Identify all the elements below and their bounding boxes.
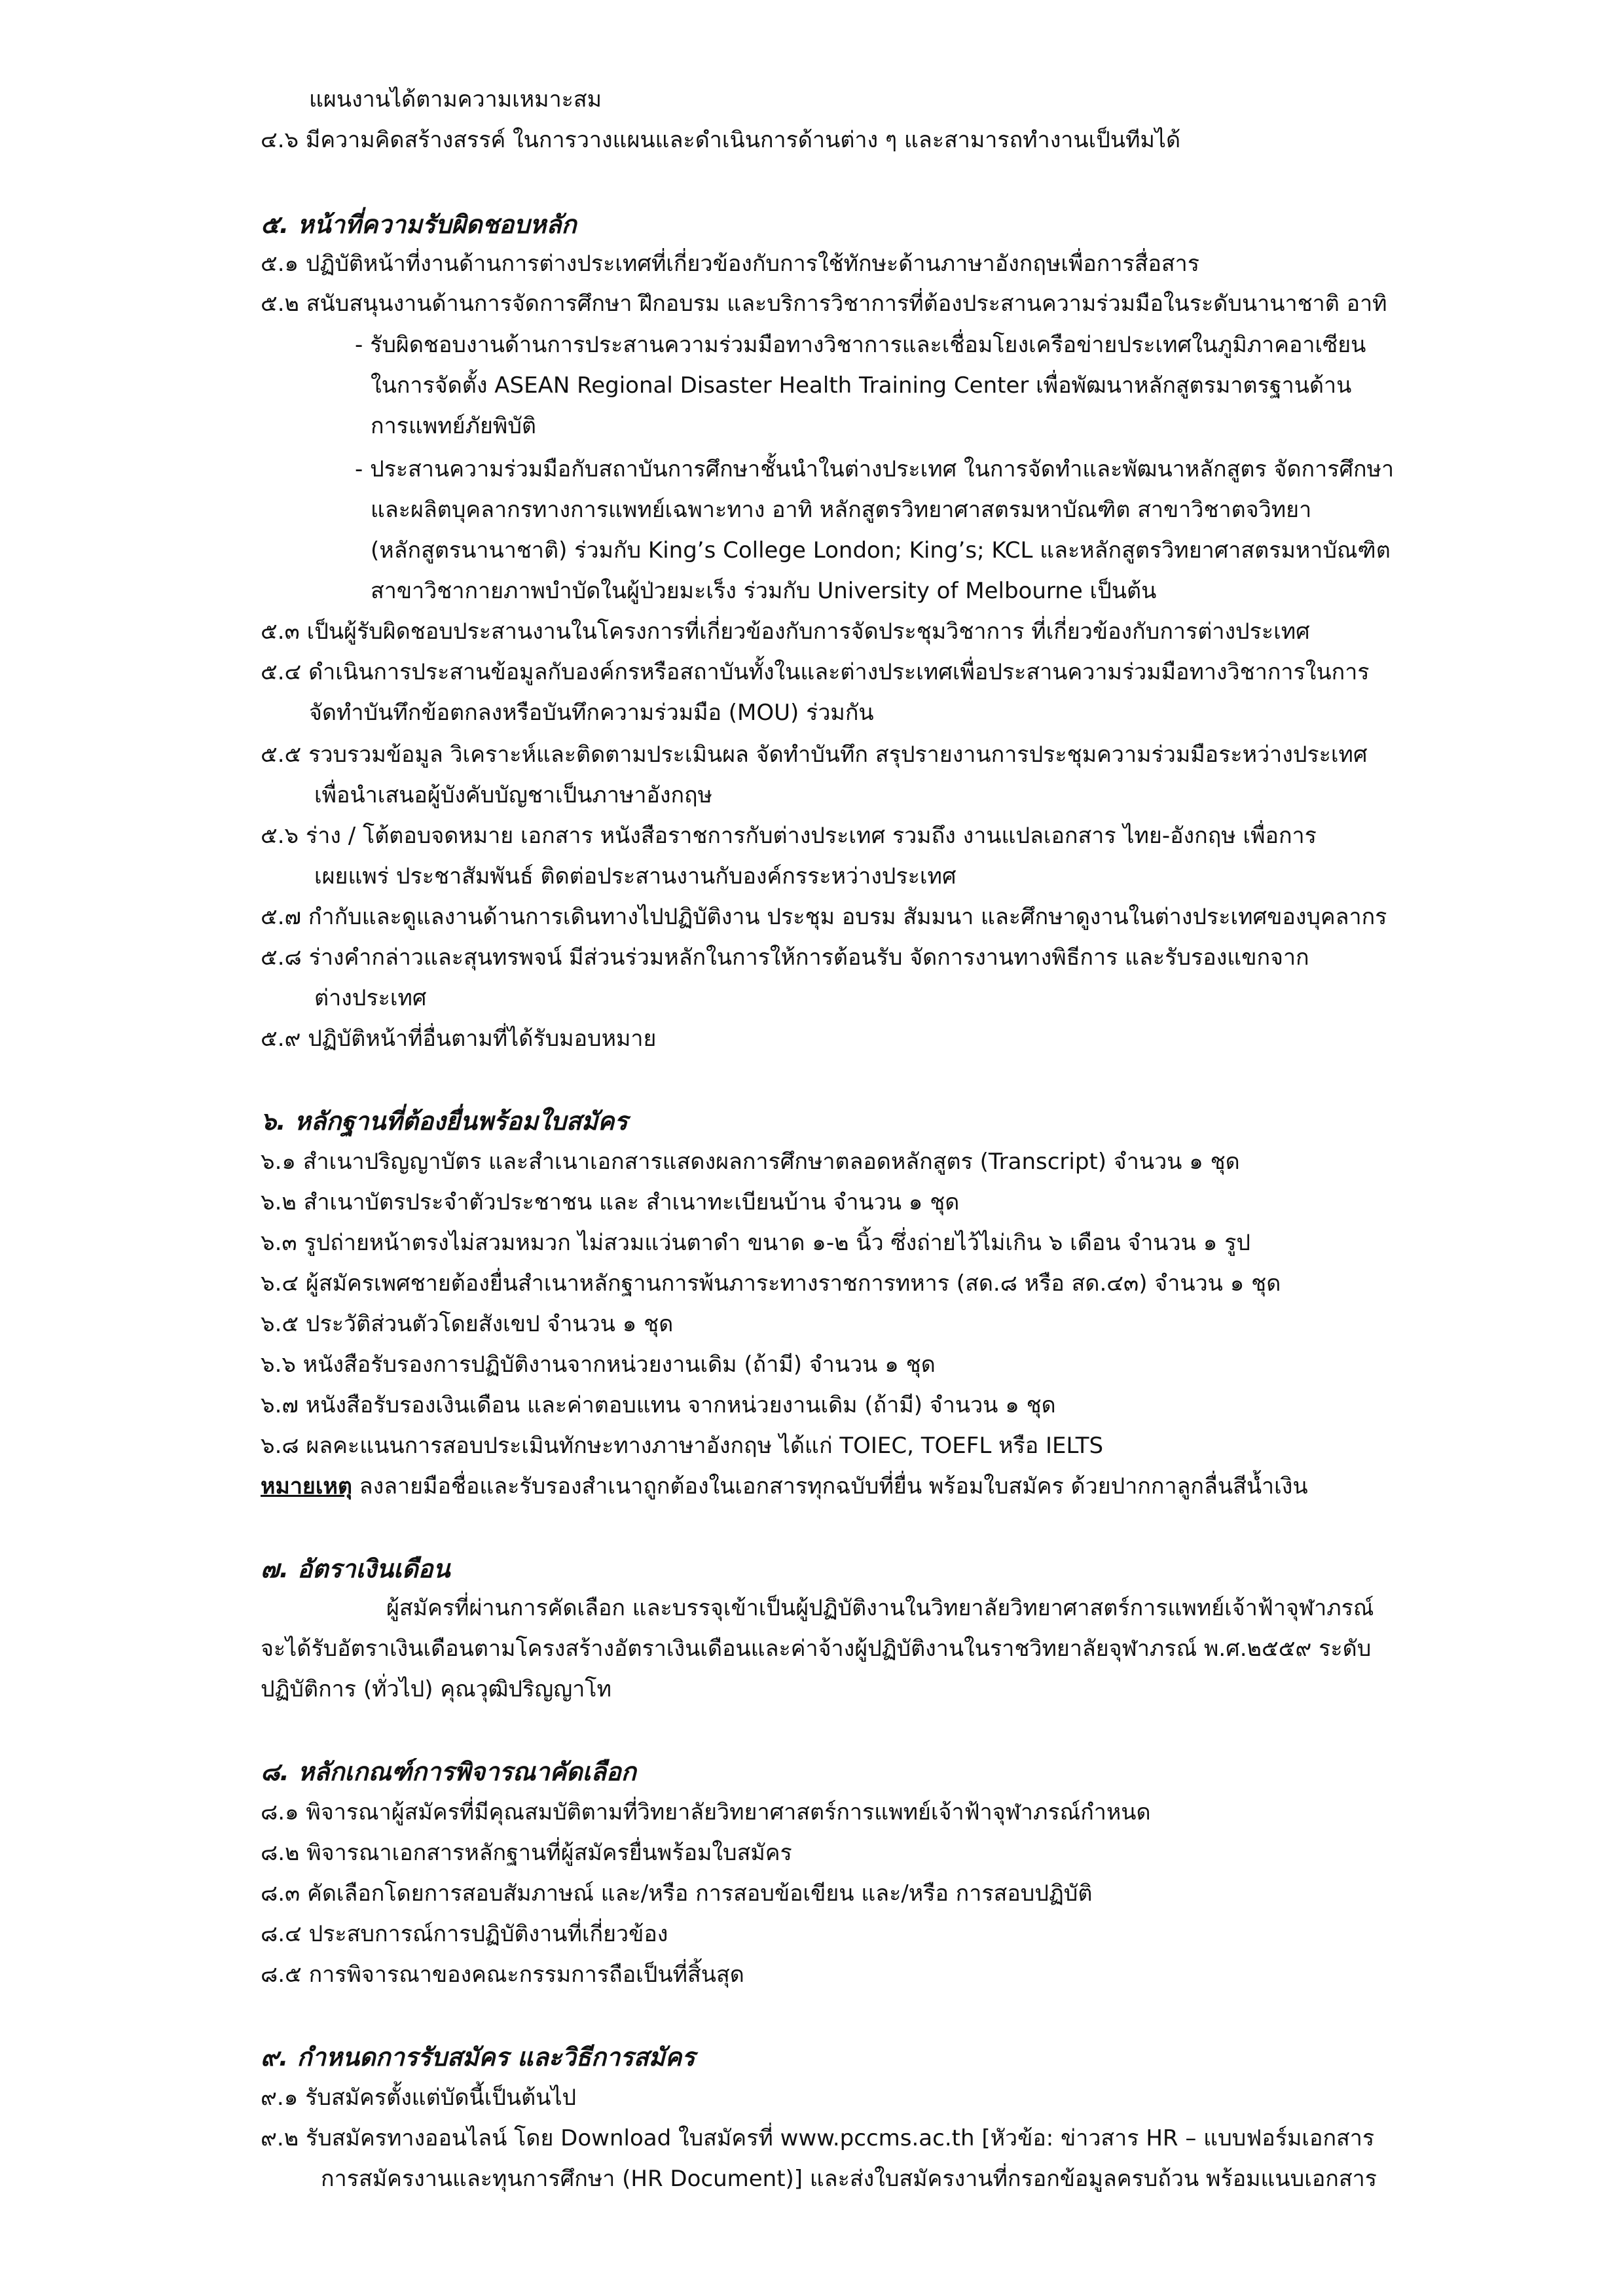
list-item-5-9: ๕.๙ ปฏิบัติหน้าที่อื่นตามที่ได้รับมอบหมาย (261, 1026, 657, 1052)
bullet-5-2-1: - รับผิดชอบงานด้านการประสานความร่วมมือทางวิชาการและเชื่อมโยงเครือข่ายประเทศในภูมิภาคอาเซียน (355, 332, 1366, 358)
list-item-9-1: ๙.๑ รับสมัครตั้งแต่บัดนี้เป็นต้นไป (261, 2085, 577, 2111)
note-label: หมายเหตุ (261, 1473, 352, 1499)
list-item-6-8: ๖.๘ ผลคะแนนการสอบประเมินทักษะทางภาษาอังกฤษ ได้แก่ TOIEC, TOEFL หรือ IELTS (261, 1433, 1104, 1459)
list-item-9-2: ๙.๒ รับสมัครทางออนไลน์ โดย Download ใบสมัครที่ www.pccms.ac.th [หัวข้อ: ข่าวสาร HR – แบบฟอร์มเอกสาร (261, 2125, 1375, 2151)
bullet-5-2-2: - ประสานความร่วมมือกับสถาบันการศึกษาชั้นนำในต่างประเทศ ในการจัดทำและพัฒนาหลักสูตร จัดการศึกษา (355, 456, 1395, 482)
list-item-8-5: ๘.๕ การพิจารณาของคณะกรรมการถือเป็นที่สิ้นสุด (261, 1962, 744, 1988)
list-item-5-8: ๕.๘ ร่างคำกล่าวและสุนทรพจน์ มีส่วนร่วมหลักในการให้การต้อนรับ จัดการงานทางพิธีการ และรับรองแขกจาก (261, 944, 1309, 971)
bullet-5-2-1-line3: การแพทย์ภัยพิบัติ (371, 413, 537, 439)
list-item-6-3: ๖.๓ รูปถ่ายหน้าตรงไม่สวมหมวก ไม่สวมแว่นตาดำ ขนาด ๑-๒ นิ้ว ซึ่งถ่ายไว้ไม่เกิน ๖ เดือน จำนวน ๑ รูป (261, 1230, 1250, 1256)
list-item-6-4: ๖.๔ ผู้สมัครเพศชายต้องยื่นสำเนาหลักฐานการพ้นภาระทางราชการทหาร (สด.๘ หรือ สด.๔๓) จำนวน ๑ ชุด (261, 1270, 1281, 1297)
list-item-5-5-line2: เพื่อนำเสนอผู้บังคับบัญชาเป็นภาษาอังกฤษ (314, 782, 713, 808)
list-item-6-5: ๖.๕ ประวัติส่วนตัวโดยสังเขป จำนวน ๑ ชุด (261, 1311, 674, 1337)
list-item-5-4-line2: จัดทำบันทึกข้อตกลงหรือบันทึกความร่วมมือ (MOU) ร่วมกัน (309, 700, 874, 726)
section5-heading: ๕. หน้าที่ความรับผิดชอบหลัก (261, 210, 577, 239)
list-item-6-6: ๖.๖ หนังสือรับรองการปฏิบัติงานจากหน่วยงานเดิม (ถ้ามี) จำนวน ๑ ชุด (261, 1352, 936, 1378)
bullet-5-2-1-line2: ในการจัดตั้ง ASEAN Regional Disaster Health Training Center เพื่อพัฒนาหลักสูตรมาตรฐานด้าน (371, 372, 1352, 399)
note-text: ลงลายมือชื่อและรับรองสำเนาถูกต้องในเอกสารทุกฉบับที่ยื่น พร้อมใบสมัคร ด้วยปากกาลูกลื่นสีน้ำเงิน (359, 1473, 1308, 1499)
list-item-6-2: ๖.๒ สำเนาบัตรประจำตัวประชาชน และ สำเนาทะเบียนบ้าน จำนวน ๑ ชุด (261, 1189, 960, 1215)
salary-paragraph-line3: ปฏิบัติการ (ทั่วไป) คุณวุฒิปริญญาโท (261, 1676, 611, 1702)
list-item-5-1: ๕.๑ ปฏิบัติหน้าที่งานด้านการต่างประเทศที่เกี่ยวข้องกับการใช้ทักษะด้านภาษาอังกฤษเพื่อการสื่อสาร (261, 251, 1199, 277)
list-item-6-1: ๖.๑ สำเนาปริญญาบัตร และสำเนาเอกสารแสดงผลการศึกษาตลอดหลักสูตร (Transcript) จำนวน ๑ ชุด (261, 1149, 1240, 1175)
list-item-5-3: ๕.๓ เป็นผู้รับผิดชอบประสานงานในโครงการที่เกี่ยวข้องกับการจัดประชุมวิชาการ ที่เกี่ยวข้องกับการต่างประเทศ (261, 619, 1310, 645)
bullet-5-2-2-line3: (หลักสูตรนานาชาติ) ร่วมกับ King’s College London; King’s; KCL และหลักสูตรวิทยาศาสตรมหาบัณฑิต (371, 537, 1391, 564)
list-item-9-2-line2: การสมัครงานและทุนการศึกษา (HR Document)] และส่งใบสมัครงานที่กรอกข้อมูลครบถ้วน พร้อมแนบเอกสาร (321, 2166, 1377, 2192)
section9-heading: ๙. กำหนดการรับสมัคร และวิธีการสมัคร (261, 2043, 695, 2072)
list-item-5-5: ๕.๕ รวบรวมข้อมูล วิเคราะห์และติดตามประเมินผล จัดทำบันทึก สรุปรายงานการประชุมความร่วมมือระหว่างประเทศ (261, 742, 1368, 768)
bullet-5-2-2-line4: สาขาวิชากายภาพบำบัดในผู้ป่วยมะเร็ง ร่วมกับ University of Melbourne เป็นต้น (371, 578, 1157, 604)
list-item-8-2: ๘.๒ พิจารณาเอกสารหลักฐานที่ผู้สมัครยื่นพร้อมใบสมัคร (261, 1840, 792, 1866)
section6-heading: ๖. หลักฐานที่ต้องยื่นพร้อมใบสมัคร (261, 1107, 628, 1136)
bullet-5-2-2-line2: และผลิตบุคลากรทางการแพทย์เฉพาะทาง อาทิ หลักสูตรวิทยาศาสตรมหาบัณฑิต สาขาวิชาตจวิทยา (371, 497, 1312, 523)
list-item-4-6: ๔.๖ มีความคิดสร้างสรรค์ ในการวางแผนและดำเนินการด้านต่าง ๆ และสามารถทำงานเป็นทีมได้ (261, 127, 1181, 153)
note-line (261, 1473, 1308, 1499)
list-item-8-4: ๘.๔ ประสบการณ์การปฏิบัติงานที่เกี่ยวข้อง (261, 1921, 668, 1947)
section7-heading: ๗. อัตราเงินเดือน (261, 1554, 450, 1583)
list-item-8-3: ๘.๓ คัดเลือกโดยการสอบสัมภาษณ์ และ/หรือ การสอบข้อเขียน และ/หรือ การสอบปฏิบัติ (261, 1880, 1093, 1907)
section8-heading: ๘. หลักเกณฑ์การพิจารณาคัดเลือก (261, 1757, 636, 1786)
list-item-8-1: ๘.๑ พิจารณาผู้สมัครที่มีคุณสมบัติตามที่วิทยาลัยวิทยาศาสตร์การแพทย์เจ้าฟ้าจุฬาภรณ์กำหนด (261, 1799, 1151, 1825)
list-item-5-4: ๕.๔ ดำเนินการประสานข้อมูลกับองค์กรหรือสถาบันทั้งในและต่างประเทศเพื่อประสานความร่วมมือทางวิชาการในการ (261, 659, 1370, 685)
list-item-5-7: ๕.๗ กำกับและดูแลงานด้านการเดินทางไปปฏิบัติงาน ประชุม อบรม สัมมนา และศึกษาดูงานในต่างประเทศของบุคลากร (261, 904, 1387, 930)
list-item-5-8-line2: ต่างประเทศ (314, 985, 427, 1011)
list-item-5-2: ๕.๒ สนับสนุนงานด้านการจัดการศึกษา ฝึกอบรม และบริการวิชาการที่ต้องประสานความร่วมมือในระดับนานาชาติ อาทิ (261, 291, 1387, 317)
list-item-6-7: ๖.๗ หนังสือรับรองเงินเดือน และค่าตอบแทน จากหน่วยงานเดิม (ถ้ามี) จำนวน ๑ ชุด (261, 1392, 1056, 1418)
list-item-5-6-line2: เผยแพร่ ประชาสัมพันธ์ ติดต่อประสานงานกับองค์กรระหว่างประเทศ (314, 863, 957, 889)
section4-continuation: แผนงานได้ตามความเหมาะสม (309, 86, 602, 113)
salary-paragraph-line1: ผู้สมัครที่ผ่านการคัดเลือก และบรรจุเข้าเป็นผู้ปฏิบัติงานในวิทยาลัยวิทยาศาสตร์การแพทย์เจ้าฟ้าจุฬาภรณ์ (386, 1595, 1374, 1621)
salary-paragraph-line2: จะได้รับอัตราเงินเดือนตามโครงสร้างอัตราเงินเดือนและค่าจ้างผู้ปฏิบัติงานในราชวิทยาลัยจุฬาภรณ์ พ.ศ.๒๕๕๙ ระดับ (261, 1636, 1372, 1662)
list-item-5-6: ๕.๖ ร่าง / โต้ตอบจดหมาย เอกสาร หนังสือราชการกับต่างประเทศ รวมถึง งานแปลเอกสาร ไทย-อังกฤษ เพื่อการ (261, 823, 1317, 849)
